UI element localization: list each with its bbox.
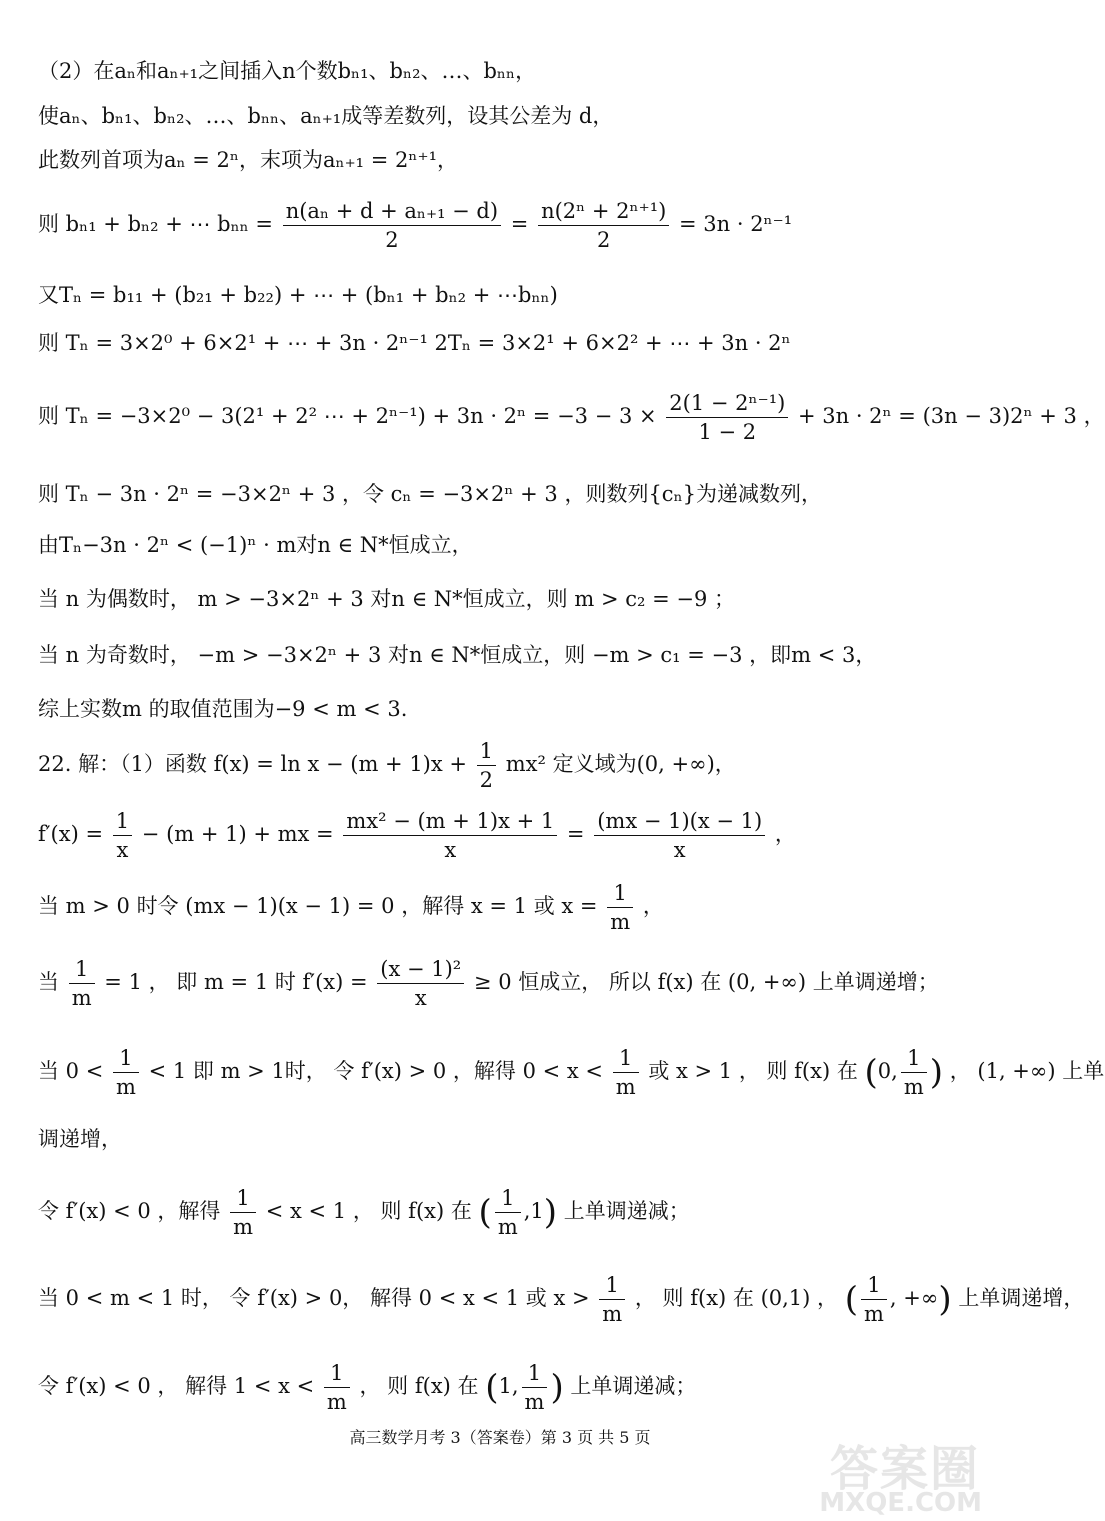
- fraction: $\frac{1}{m}$: [522, 1360, 548, 1415]
- fraction: $\frac{\text{n(2ⁿ + 2ⁿ⁺¹)}}{2}$: [538, 198, 669, 253]
- right-paren: ): [543, 1192, 558, 1233]
- line-3: 此数列首项为aₙ = 2ⁿ，末项为aₙ₊₁ = 2ⁿ⁺¹，: [38, 148, 458, 172]
- watermark-url: MXQE.COM: [819, 1488, 982, 1518]
- line-19: 令 f′(x) < 0 ，解得 $\frac{1}{m}$ < x < 1 ， 则 f(x) 在 ( $\frac{1}{m}$ ,1) 上单调递减；: [38, 1186, 690, 1239]
- left-paren: (: [485, 1367, 499, 1408]
- left-paren: (: [844, 1279, 858, 1320]
- fraction: $\frac{1}{m}$: [861, 1272, 887, 1327]
- fraction: $\frac{\text{mx² − (m + 1)x + 1}}{x}$: [343, 808, 557, 863]
- line-8: 则 Tₙ − 3n · 2ⁿ = −3×2ⁿ + 3 ，令 cₙ = −3×2ⁿ + 3 ，则数列{cₙ}为递减数列，: [38, 482, 823, 506]
- line-13: 22. 解：（1）函数 f(x) = ln x − (m + 1)x + $\frac{1}{2}$ mx² 定义域为(0, +∞)，: [38, 739, 736, 792]
- page-footer: 高三数学月考 3（答案卷）第 3 页 共 5 页: [349, 1428, 651, 1447]
- fraction: $\frac{(mx - 1)(x - 1)}{x}$: [594, 808, 765, 863]
- fraction: $\frac{1}{m}$: [495, 1185, 521, 1240]
- fraction: $\frac{1}{m}$: [901, 1045, 927, 1100]
- fraction: $\frac{1}{m}$: [69, 956, 95, 1011]
- line-17: 当 0 < $\frac{1}{m}$ < 1 即 m > 1时， 令 f′(x) > 0 ，解得 0 < x < $\frac{1}{m}$ 或 x > 1 ， 则 f(x) 在 (0, $\frac{1}{m}$ ) ， (1, +∞) 上单: [38, 1046, 1105, 1099]
- fraction: $\frac{1}{m}$: [324, 1360, 350, 1415]
- line-14: f′(x) = $\frac{1}{x}$ − (m + 1) + mx = $\frac{\text{mx² − (m + 1)x + 1}}{x}$ = $\frac{(mx - 1)(x - 1)}{x}$ ，: [38, 809, 796, 862]
- line-16: 当 $\frac{1}{m}$ = 1 ， 即 m = 1 时 f′(x) = $\frac{\text{(x − 1)²}}{x}$ ≥ 0 恒成立， 所以 f(x) 在 (0, +∞) 上单调递增；: [38, 957, 939, 1010]
- line-2: 使aₙ、bₙ₁、bₙ₂、…、bₙₙ、aₙ₊₁成等差数列，设其公差为 d，: [38, 104, 614, 128]
- line-21: 令 f′(x) < 0 ， 解得 1 < x < $\frac{1}{m}$ ， 则 f(x) 在 (1, $\frac{1}{m}$ ) 上单调递减；: [38, 1361, 697, 1414]
- line-20: 当 0 < m < 1 时， 令 f′(x) > 0， 解得 0 < x < 1 或 x > $\frac{1}{m}$ ， 则 f(x) 在 (0,1) ， ( $\frac{1}{m}$ , +∞) 上单调递增，: [38, 1273, 1085, 1326]
- right-paren: ): [938, 1279, 952, 1320]
- right-paren: ): [929, 1052, 944, 1093]
- line-11: 当 n 为奇数时， −m > −3×2ⁿ + 3 对n ∈ N*恒成立，则 −m > c₁ = −3 ，即m < 3，: [38, 643, 877, 667]
- fraction: $\frac{\text{(x − 1)²}}{x}$: [377, 956, 464, 1011]
- right-paren: ): [550, 1367, 564, 1408]
- line-4: 则 bₙ₁ + bₙ₂ + ⋯ bₙₙ = $\frac{\text{n(aₙ + d + aₙ₊₁ − d)}}{2}$ = $\frac{\text{n(2ⁿ + 2ⁿ⁺¹)}}{2}$ = 3n · 2ⁿ⁻¹: [38, 199, 793, 252]
- line-1: （2）在aₙ和aₙ₊₁之间插入n个数bₙ₁、bₙ₂、…、bₙₙ，: [38, 59, 537, 83]
- fraction: $\frac{\text{n(aₙ + d + aₙ₊₁ − d)}}{2}$: [283, 198, 501, 253]
- fraction: $\frac{1}{2}$: [477, 738, 496, 793]
- line-9: 由Tₙ−3n · 2ⁿ < (−1)ⁿ · m对n ∈ N*恒成立，: [38, 533, 473, 557]
- fraction: $\frac{1}{m}$: [230, 1185, 256, 1240]
- line-12: 综上实数m 的取值范围为−9 < m < 3.: [38, 697, 408, 721]
- fraction: $\frac{1}{m}$: [599, 1272, 625, 1327]
- line-7: 则 Tₙ = −3×2⁰ − 3(2¹ + 2² ⋯ + 2ⁿ⁻¹) + 3n · 2ⁿ = −3 − 3 × $\frac{\text{2(1 − 2ⁿ⁻¹)}}{1 - 2}$ + 3n · 2ⁿ = (3n − 3)2ⁿ + 3 ，: [38, 391, 1105, 444]
- fraction: $\frac{\text{2(1 − 2ⁿ⁻¹)}}{1 - 2}$: [666, 390, 788, 445]
- line-15: 当 m > 0 时令 (mx − 1)(x − 1) = 0 ，解得 x = 1 或 x = $\frac{1}{m}$ ，: [38, 881, 664, 934]
- line-6: 则 Tₙ = 3×2⁰ + 6×2¹ + ⋯ + 3n · 2ⁿ⁻¹ 2Tₙ = 3×2¹ + 6×2² + ⋯ + 3n · 2ⁿ: [38, 331, 791, 355]
- left-paren: (: [478, 1192, 492, 1233]
- line-10: 当 n 为偶数时， m > −3×2ⁿ + 3 对n ∈ N*恒成立，则 m > c₂ = −9 ；: [38, 587, 735, 611]
- fraction: $\frac{1}{x}$: [113, 808, 132, 863]
- fraction: $\frac{1}{m}$: [113, 1045, 139, 1100]
- line-5: 又Tₙ = b₁₁ + (b₂₁ + b₂₂) + ⋯ + (bₙ₁ + bₙ₂ + ⋯bₙₙ): [38, 283, 558, 307]
- fraction: $\frac{1}{m}$: [613, 1045, 639, 1100]
- line-18: 调递增，: [38, 1127, 122, 1151]
- left-paren: (: [864, 1052, 878, 1093]
- fraction: $\frac{1}{m}$: [607, 880, 633, 935]
- watermark-logo: 答案圈: [829, 1441, 980, 1497]
